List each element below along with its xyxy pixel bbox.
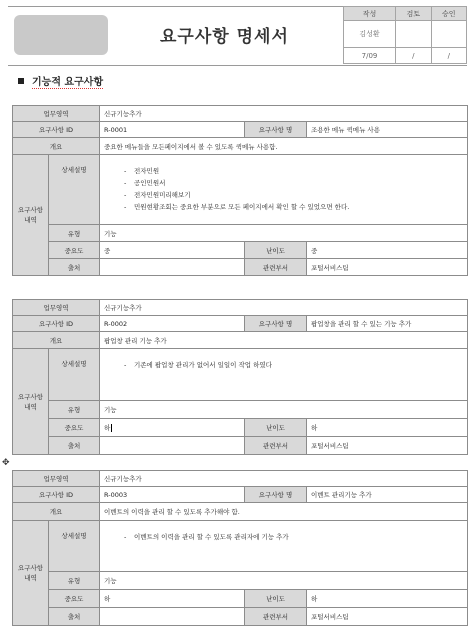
value-type[interactable]: 기능: [100, 225, 468, 242]
label-detail-desc: 상세설명: [49, 155, 100, 225]
approval-signature-approve[interactable]: [431, 21, 467, 48]
label-req-name: 요구사항 명: [245, 487, 307, 503]
label-source: 출처: [49, 608, 100, 626]
label-difficulty: 난이도: [245, 419, 307, 437]
value-req-name[interactable]: 팝업창을 관리 할 수 있는 기능 추가: [307, 316, 468, 332]
value-dept[interactable]: 포털서비스팀: [307, 608, 468, 626]
value-difficulty[interactable]: 하: [307, 590, 468, 608]
label-overview: 개요: [13, 503, 100, 521]
value-req-name[interactable]: 조용한 메뉴 퀵메뉴 사용: [307, 122, 468, 138]
value-dept[interactable]: 포털서비스팀: [307, 437, 468, 455]
approval-date-approve[interactable]: /: [431, 48, 467, 64]
label-detail-desc: 상세설명: [49, 521, 100, 572]
section-heading: [18, 73, 103, 88]
label-importance: 중요도: [49, 419, 100, 437]
approval-header-approve: 승인: [431, 7, 467, 21]
detail-item: - 이벤트의 이력을 관리 할 수 있도록 관리자에 기능 추가: [134, 531, 463, 543]
detail-item: - 기존에 팝업창 관리가 없어서 일일이 작업 하였다: [134, 359, 463, 371]
detail-item: - 전자민원: [134, 165, 463, 177]
label-work-area: 업무영역: [13, 106, 100, 122]
approval-date-review[interactable]: /: [396, 48, 431, 64]
value-req-id[interactable]: R-0002: [100, 316, 245, 332]
requirement-table-3: [12, 470, 468, 626]
value-req-name[interactable]: 이벤트 관리기능 추가: [307, 487, 468, 503]
label-req-name: 요구사항 명: [245, 316, 307, 332]
label-difficulty: 난이도: [245, 590, 307, 608]
label-source: 출처: [49, 259, 100, 276]
value-type[interactable]: 기능: [100, 401, 468, 419]
approval-header-author: 작성: [344, 7, 396, 21]
value-dept[interactable]: 포털서비스팀: [307, 259, 468, 276]
label-req-id: 요구사항 ID: [13, 122, 100, 138]
value-importance-text: 하: [104, 424, 111, 432]
label-detail-desc: 상세설명: [49, 349, 100, 401]
value-work-area[interactable]: 신규기능추가: [100, 106, 468, 122]
value-source[interactable]: [100, 259, 245, 276]
table-move-handle-icon[interactable]: ✥: [2, 458, 10, 468]
approval-header-review: 검토: [396, 7, 431, 21]
label-work-area: 업무영역: [13, 471, 100, 487]
logo-placeholder: [14, 15, 108, 55]
value-difficulty[interactable]: 중: [307, 242, 468, 259]
requirement-table-1: [12, 105, 468, 276]
label-req-name: 요구사항 명: [245, 122, 307, 138]
detail-item: - 공인민원서: [134, 177, 463, 189]
value-detail-desc[interactable]: [100, 521, 468, 572]
approval-table: [343, 6, 467, 64]
value-req-id[interactable]: R-0003: [100, 487, 245, 503]
document-title: 요구사항 명세서: [160, 27, 289, 47]
value-req-id[interactable]: R-0001: [100, 122, 245, 138]
value-work-area[interactable]: 신규기능추가: [100, 300, 468, 316]
value-detail-desc[interactable]: [100, 155, 468, 225]
label-overview: 개요: [13, 332, 100, 349]
value-overview[interactable]: 팝업창 관리 기능 추가: [100, 332, 468, 349]
square-bullet-icon: [18, 78, 24, 84]
value-overview[interactable]: 중요한 메뉴들을 모든페이지에서 볼 수 있도록 퀵메뉴 사용함.: [100, 138, 468, 155]
detail-item: - 전자민원미리해보기: [134, 189, 463, 201]
label-importance: 중요도: [49, 242, 100, 259]
label-req-detail: 요구사항내역: [13, 521, 49, 626]
approval-signature-review[interactable]: [396, 21, 431, 48]
label-type: 유형: [49, 572, 100, 590]
value-difficulty[interactable]: 하: [307, 419, 468, 437]
label-req-id: 요구사항 ID: [13, 487, 100, 503]
label-work-area: 업무영역: [13, 300, 100, 316]
label-source: 출처: [49, 437, 100, 455]
value-importance[interactable]: [100, 419, 245, 437]
value-detail-desc[interactable]: [100, 349, 468, 401]
label-req-detail: 요구사항내역: [13, 155, 49, 276]
label-dept: 관련부서: [245, 259, 307, 276]
label-req-detail: 요구사항내역: [13, 349, 49, 455]
section-heading-text: 기능적 요구사항: [32, 77, 104, 88]
value-source[interactable]: [100, 437, 245, 455]
label-overview: 개요: [13, 138, 100, 155]
value-overview[interactable]: 이벤트의 이력을 관리 할 수 있도록 추가해야 함.: [100, 503, 468, 521]
approval-date-author[interactable]: 7/09: [344, 48, 396, 64]
requirement-table-2: [12, 299, 468, 455]
label-dept: 관련부서: [245, 608, 307, 626]
value-importance[interactable]: 중: [100, 242, 245, 259]
value-type[interactable]: 기능: [100, 572, 468, 590]
label-dept: 관련부서: [245, 437, 307, 455]
label-type: 유형: [49, 225, 100, 242]
detail-item: - 민원현황조회는 중요한 부분으로 모든 페이지에서 확인 할 수 있었으면 한다.: [134, 201, 463, 213]
label-req-id: 요구사항 ID: [13, 316, 100, 332]
value-importance[interactable]: 하: [100, 590, 245, 608]
label-type: 유형: [49, 401, 100, 419]
text-cursor: [111, 424, 112, 432]
approval-signature-author[interactable]: 김성환: [344, 21, 396, 48]
label-importance: 중요도: [49, 590, 100, 608]
value-work-area[interactable]: 신규기능추가: [100, 471, 468, 487]
label-difficulty: 난이도: [245, 242, 307, 259]
value-source[interactable]: [100, 608, 245, 626]
